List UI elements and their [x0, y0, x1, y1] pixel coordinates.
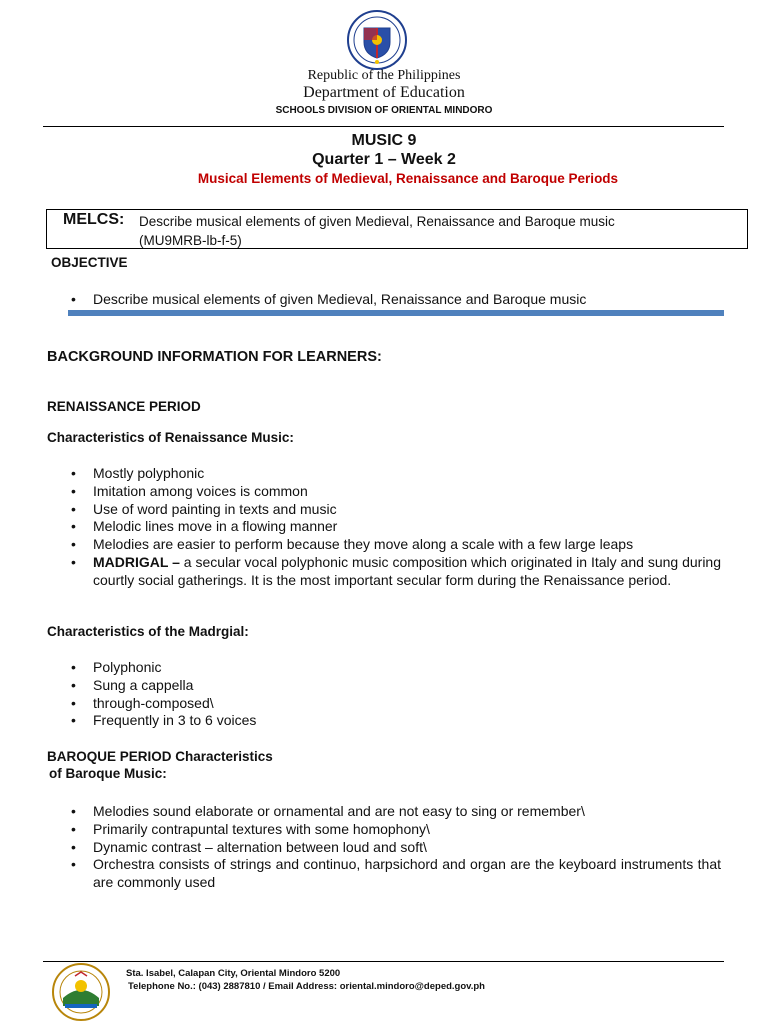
objective-heading: OBJECTIVE — [51, 255, 128, 270]
baroque-heading-continued: of Baroque Music: — [49, 766, 167, 781]
objective-list — [68, 291, 724, 309]
renaissance-list — [68, 465, 721, 590]
madrigal-item: • Sung a cappella — [68, 677, 721, 695]
madrigal-list — [68, 659, 721, 730]
renaissance-item: • Melodic lines move in a flowing manner — [68, 518, 721, 536]
renaissance-characteristics-heading: Characteristics of Renaissance Music: — [47, 430, 294, 445]
melcs-code: (MU9MRB-lb-f-5) — [139, 233, 242, 248]
footer-divider — [43, 961, 724, 962]
melcs-text: Describe musical elements of given Medieval, Renaissance and Baroque music — [139, 214, 615, 229]
division-seal-logo — [51, 962, 111, 1022]
quarter-week-title: Quarter 1 – Week 2 — [312, 151, 456, 168]
baroque-item: • Orchestra consists of strings and continuo, harpsichord and organ are the keyboard instruments that are commonly used — [68, 856, 721, 892]
department-line: Department of Education — [303, 84, 465, 101]
deped-seal-logo — [333, 10, 421, 70]
subject-title: MUSIC 9 — [351, 132, 417, 149]
madrigal-item: • Frequently in 3 to 6 voices — [68, 712, 721, 730]
baroque-item: • Melodies sound elaborate or ornamental and are not easy to sing or remember\ — [68, 803, 721, 821]
renaissance-heading: RENAISSANCE PERIOD — [47, 399, 201, 414]
header-divider — [43, 126, 724, 127]
renaissance-item: • Imitation among voices is common — [68, 483, 721, 501]
madrigal-item — [68, 554, 721, 590]
baroque-list — [68, 803, 721, 892]
madrigal-characteristics-heading: Characteristics of the Madrgial: — [47, 624, 249, 639]
background-heading: BACKGROUND INFORMATION FOR LEARNERS: — [47, 349, 382, 365]
baroque-item: • Dynamic contrast – alternation between loud and soft\ — [68, 839, 721, 857]
renaissance-item: • Use of word painting in texts and music — [68, 501, 721, 519]
melcs-label: MELCS: — [63, 211, 125, 228]
baroque-item: • Primarily contrapuntal textures with some homophony\ — [68, 821, 721, 839]
madrigal-item: • through-composed\ — [68, 695, 721, 713]
objective-item: • Describe musical elements of given Medieval, Renaissance and Baroque music — [68, 291, 724, 309]
republic-line: Republic of the Philippines — [307, 68, 461, 83]
footer-contact: Telephone No.: (043) 2887810 / Email Address: oriental.mindoro@deped.gov.ph — [128, 981, 485, 992]
footer-address: Sta. Isabel, Calapan City, Oriental Mindoro 5200 — [126, 968, 341, 979]
madrigal-item: • Polyphonic — [68, 659, 721, 677]
baroque-heading: BAROQUE PERIOD Characteristics — [47, 749, 273, 764]
division-line: SCHOOLS DIVISION OF ORIENTAL MINDORO — [275, 105, 493, 116]
topic-subtitle: Musical Elements of Medieval, Renaissance and Baroque Periods — [197, 171, 619, 186]
madrigal-term: MADRIGAL – — [93, 553, 180, 570]
blue-divider-bar — [68, 310, 724, 316]
renaissance-item: • Melodies are easier to perform because they move along a scale with a few large leaps — [68, 536, 721, 554]
renaissance-item: • Mostly polyphonic — [68, 465, 721, 483]
madrigal-definition: a secular vocal polyphonic music composition which originated in Italy and sung during courtly social gatherings. It is the most important secular form during the Renaissance period. — [93, 553, 722, 588]
